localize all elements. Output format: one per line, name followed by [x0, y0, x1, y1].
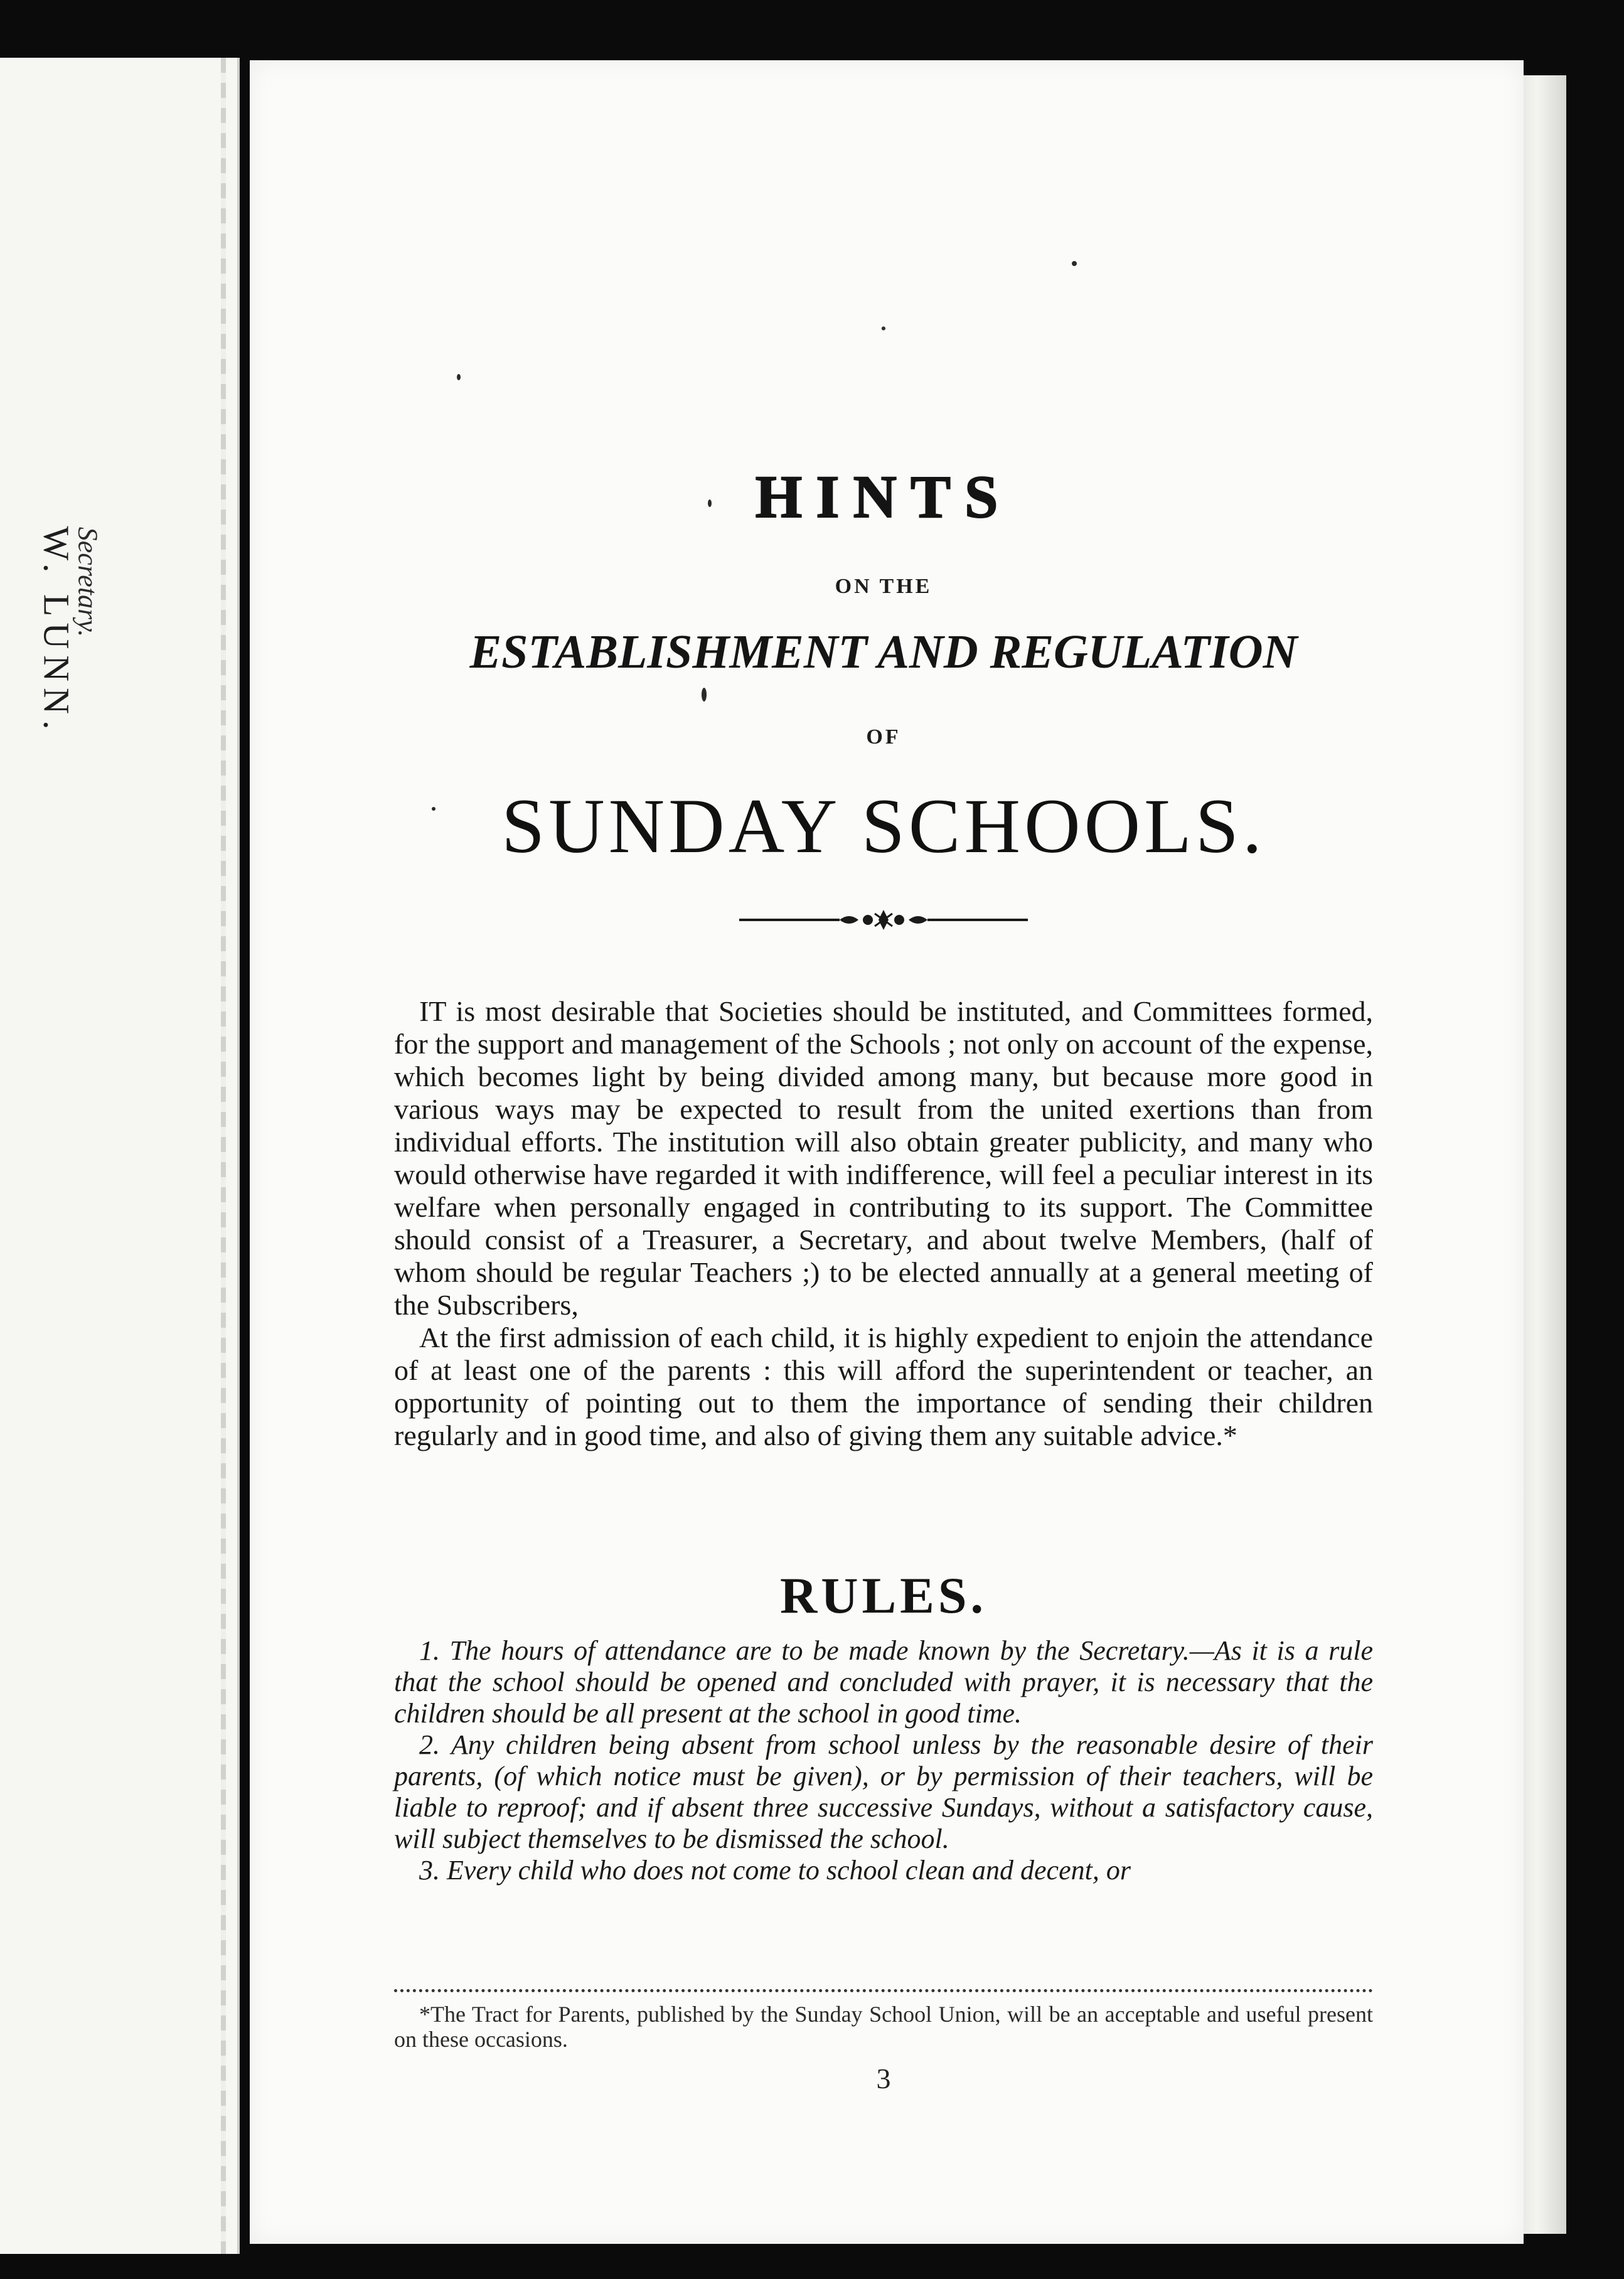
previous-page-strip	[0, 58, 240, 2254]
signature-name: W. LUNN.	[36, 526, 77, 736]
paragraph-2: At the first admission of each child, it is highly expedient to enjoin the attendance of at least one of the parents : this will afford the superintendent or teacher, an opportunity of pointing out to them the importance of sending their children regularly and in good time, and also of giving them any suitable advice.*	[394, 1321, 1373, 1451]
rule-3: 3. Every child who does not come to school clean and decent, or	[419, 1855, 1131, 1886]
title-hints: HINTS	[755, 463, 1012, 530]
left-page-signature	[13, 497, 113, 761]
rules-heading: RULES.	[780, 1567, 987, 1624]
dust-mark	[457, 374, 461, 380]
footnote-divider	[394, 1989, 1373, 1992]
signature-title: Secretary.	[72, 526, 104, 638]
rules-list	[394, 1635, 1373, 1886]
dust-mark	[1072, 261, 1077, 266]
decorative-rule-ornament	[733, 907, 1034, 932]
ink-speck: ·	[879, 311, 889, 346]
rule-2: 2. Any children being absent from school unless by the reasonable desire of their parents, (of which notice must be given), or by permission of their teachers, will be liable to reproof; and if absent three successive Sundays, without a satisfactory cause, will subject themselves to be dismissed the school.	[394, 1729, 1373, 1854]
title-on-the: ON THE	[835, 575, 932, 598]
introduction-text	[394, 995, 1373, 1452]
rule-1: 1. The hours of attendance are to be made known by the Secretary.—As it is a rule that the school should be opened and concluded with prayer, it is necessary that the children should be all present at the school in good time.	[394, 1635, 1373, 1729]
page-number: 3	[876, 2063, 891, 2095]
dust-mark	[432, 807, 435, 811]
page-stack-edge	[1517, 75, 1566, 2234]
dust-mark	[708, 499, 712, 507]
title-sunday-schools: SUNDAY SCHOOLS.	[501, 783, 1266, 869]
dust-mark	[702, 688, 707, 702]
footnote-text: *The Tract for Parents, published by the Sunday School Union, will be an acceptable and useful present on these occasions.	[394, 2002, 1373, 2052]
footnote	[394, 2002, 1373, 2052]
title-establishment: ESTABLISHMENT AND REGULATION	[469, 626, 1298, 678]
binding-shadow	[221, 58, 226, 2254]
paragraph-1: IT is most desirable that Societies should be instituted, and Committees formed, for the support and management of the Schools ; not only on account of the expense, which becomes light by being divided among many, but because more good in various ways may be expected to result from the united exertions than from individual efforts. The institution will also obtain greater publicity, and many who would otherwise have regarded it with indifference, will feel a peculiar interest in its welfare when personally engaged in contributing to its support. The Committee should consist of a Treasurer, a Secretary, and about twelve Members, (half of whom should be regular Teachers ;) to be elected annually at a general meeting of the Subscribers,	[394, 995, 1373, 1321]
document-page	[250, 60, 1524, 2244]
title-of: OF	[866, 725, 901, 749]
